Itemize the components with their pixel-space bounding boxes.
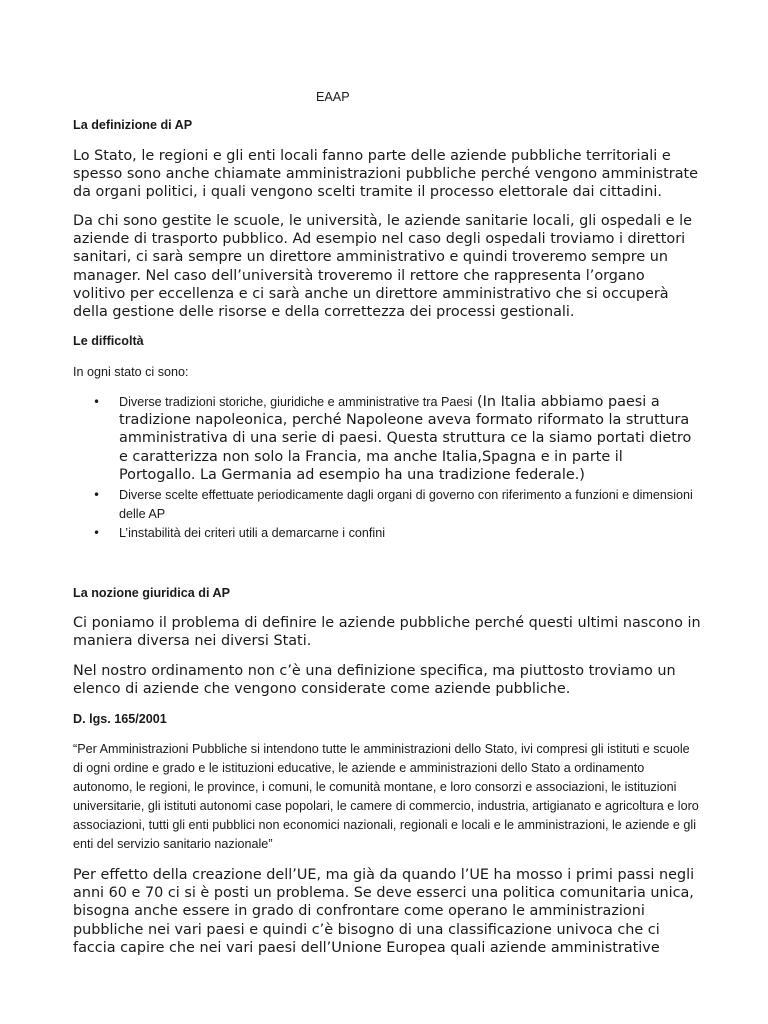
document-title: EAAP: [316, 90, 350, 104]
paragraph-ue: Per effetto della creazione dell’UE, ma già da quando l’UE ha mosso i primi passi negli anni 60 e 70 ci si è posti un problema. Se deve esserci una politica comunitaria unica, bisogna anche essere in grado di confrontare come operano le amministrazioni pubbliche nei vari paesi e quindi c’è bisogno di una classificazione univoca che ci faccia capire che nei vari paesi dell’Unione Europea quali aziende amministrative: [73, 867, 695, 956]
bullet-text: Diverse scelte effettuate periodicamente dagli organi di governo con riferimento a funzioni e dimensioni delle AP: [119, 488, 693, 522]
heading-dlgs: D. lgs. 165/2001: [73, 712, 167, 726]
list-item: [73, 524, 701, 543]
paragraph-gestione: Da chi sono gestite le scuole, le università, le aziende sanitarie locali, gli ospedali e le aziende di trasporto pubblico. Ad esempio nel caso degli ospedali troviamo i direttori sanitari, ci sarà sempre un direttore amministrativo e quindi troveremo sempre un manager. Nel caso dell’università troveremo il rettore che rappresenta l’organo volitivo per eccellenza e ci sarà anche un direttore amministrativo che si occuperà della gestione delle risorse e della correttezza dei processi gestionali.: [73, 213, 692, 321]
bullet-text: L’instabilità dei criteri utili a demarcarne i confini: [119, 526, 385, 541]
intro-text: In ogni stato ci sono:: [73, 365, 189, 379]
bullet-icon: •: [93, 488, 101, 503]
bullet-text-large: (In Italia abbiamo paesi a tradizione napoleonica, perché Napoleone aveva formato riformato la struttura amministrativa di una serie di paesi. Questa struttura ce la siamo portati dietro e caratterizza non solo la Francia, ma anche Italia,Spagna e in parte il Portogallo. La Germania ad esempio ha una tradizione federale.): [119, 394, 692, 483]
list-item: [73, 486, 701, 524]
paragraph-ordinamento: Nel nostro ordinamento non c’è una definizione specifica, ma piuttosto troviamo un elenco di aziende che vengono considerate come aziende pubbliche.: [73, 663, 676, 698]
bullet-icon: •: [93, 395, 101, 409]
law-quote: “Per Amministrazioni Pubbliche si intendono tutte le amministrazioni dello Stato, ivi compresi gli istituti e scuole di ogni ordine e grado e le istituzioni educative, le aziende e amministrazioni dello Stato a ordinamento autonomo, le regioni, le province, i comuni, le comunità montane, e loro consorzi e associazioni, le istituzioni universitarie, gli istituti autonomi case popolari, le camere di commercio, industria, artigianato e agricoltura e loro associazioni, tutti gli enti pubblici non economici nazionali, regionali e locali e le amministrazioni, le aziende e gli enti del servizio sanitario nazionale”: [73, 742, 699, 851]
difficulties-list: [73, 393, 701, 543]
heading-nozione: La nozione giuridica di AP: [73, 586, 230, 600]
paragraph-problema: Ci poniamo il problema di definire le aziende pubbliche perché questi ultimi nascono in maniera diversa nei diversi Stati.: [73, 615, 701, 650]
bullet-text-small: Diverse tradizioni storiche, giuridiche e amministrative tra Paesi: [119, 395, 473, 409]
heading-definizione: La definizione di AP: [73, 118, 193, 132]
paragraph-stato: Lo Stato, le regioni e gli enti locali fanno parte delle aziende pubbliche territoriali e spesso sono anche chiamate amministrazioni pubbliche perché vengono amministrate da organi politici, i quali vengono scelti tramite il processo elettorale dai cittadini.: [73, 148, 699, 201]
heading-difficolta: Le difficoltà: [73, 334, 144, 348]
bullet-icon: •: [93, 526, 101, 541]
list-item: [73, 393, 701, 484]
